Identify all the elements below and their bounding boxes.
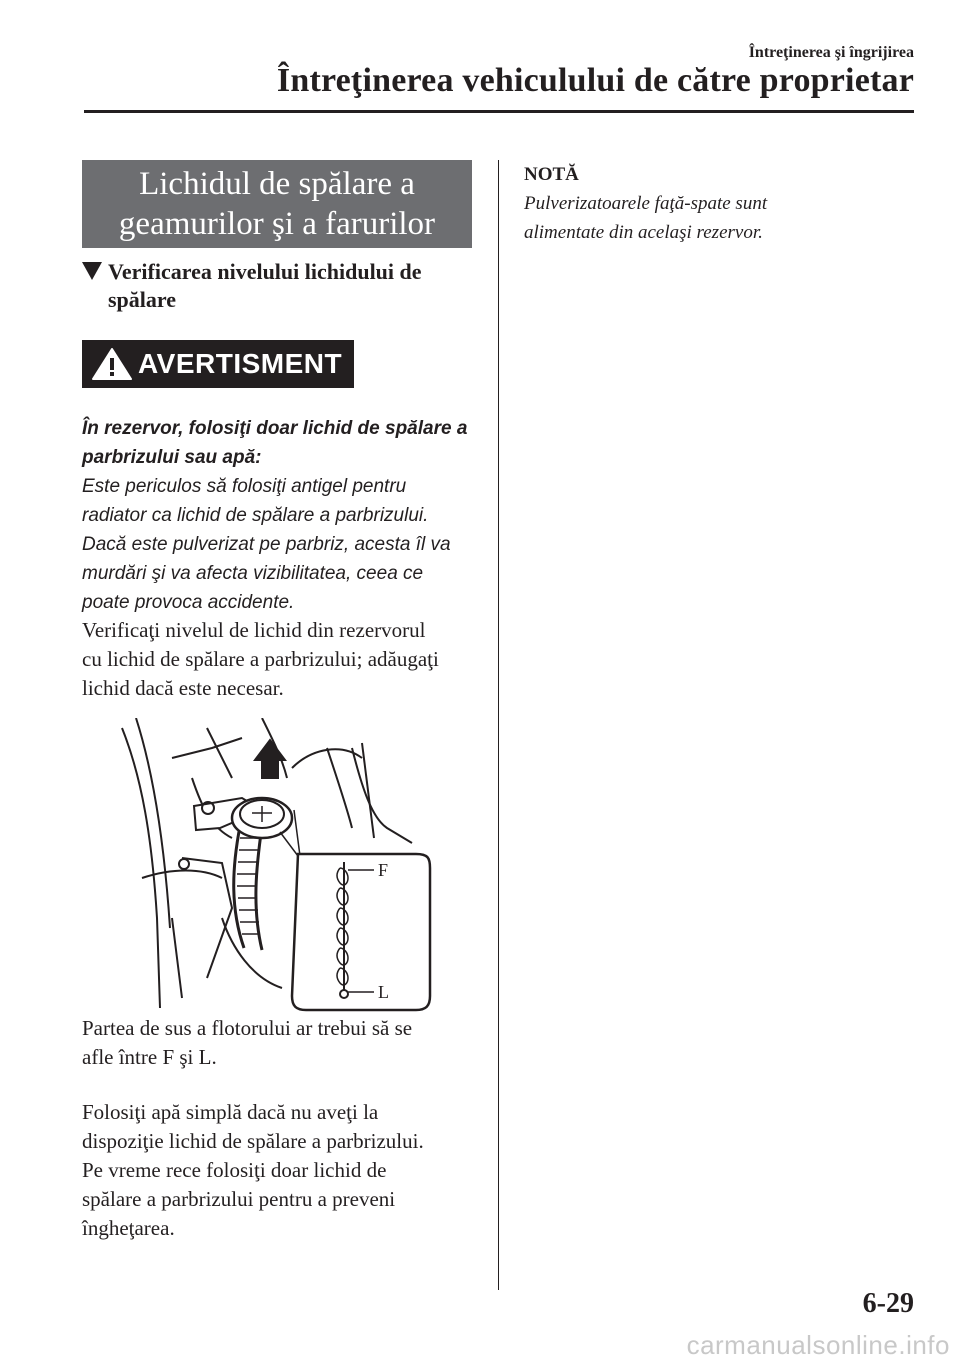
header-chapter: Întreţinerea şi îngrijirea [748,44,914,61]
warning-line3: Dacă este pulverizat pe parbriz, acesta îl va [82,534,451,555]
subsection-heading [82,258,482,314]
warning-line1: Este periculos să folosiţi antigel pentru [82,476,407,497]
warning-line4: murdări şi va afecta vizibilitatea, ceea ce [82,563,424,584]
p1-line1: Verificaţi nivelul de lichid din rezervorul [82,618,426,642]
page-number: 6-29 [862,1288,914,1319]
warning-triangle-icon [90,346,134,382]
figure-label-low: L [378,982,389,1002]
p3-line5: îngheţarea. [82,1216,175,1240]
warning-bold-line2: parbrizului sau apă: [82,447,262,468]
subsection-line1: Verificarea nivelului lichidului de [108,259,422,284]
paragraph-check-level [82,616,482,703]
p3-line4: spălare a parbrizului pentru a preveni [82,1187,396,1211]
note-title: NOTĂ [524,164,579,185]
triangle-bullet-icon [82,262,102,280]
warning-label: AVERTISMENT [138,348,343,379]
watermark: carmanualsonline.info [686,1330,950,1360]
figure-label-full: F [378,860,389,880]
warning-banner [82,340,354,388]
section-title-line2: geamurilor şi a farurilor [118,206,436,242]
p2-line1: Partea de sus a flotorului ar trebui să se [82,1016,413,1040]
p1-line3: lichid dacă este necesar. [82,676,284,700]
p1-line2: cu lichid de spălare a parbrizului; adăugaţi [82,647,439,671]
paragraph-plain-water [82,1098,482,1243]
section-title-line1: Lichidul de spălare a [139,166,415,202]
note-line1: Pulverizatoarele faţă-spate sunt [524,193,768,214]
subsection-line2: spălare [108,287,177,312]
warning-line2: radiator ca lichid de spălare a parbrizului. [82,505,429,526]
paragraph-float-level [82,1014,482,1072]
p3-line2: dispoziţie lichid de spălare a parbrizului. [82,1129,424,1153]
section-title-box [82,160,472,248]
header-rule [84,110,914,113]
p2-line2: afle între F şi L. [82,1045,217,1069]
note-line2: alimentate din acelaşi rezervor. [524,222,763,243]
warning-bold-line1: În rezervor, folosiţi doar lichid de spălare a [82,418,468,439]
note-block [524,160,914,247]
page-title: Întreţinerea vehiculului de către proprietar [276,62,914,99]
warning-body [82,414,482,617]
p3-line1: Folosiţi apă simplă dacă nu aveţi la [82,1100,379,1124]
washer-reservoir-illustration [112,718,442,1016]
column-divider [498,160,499,1290]
warning-line5: poate provoca accidente. [82,592,295,613]
p3-line3: Pe vreme rece folosiţi doar lichid de [82,1158,387,1182]
